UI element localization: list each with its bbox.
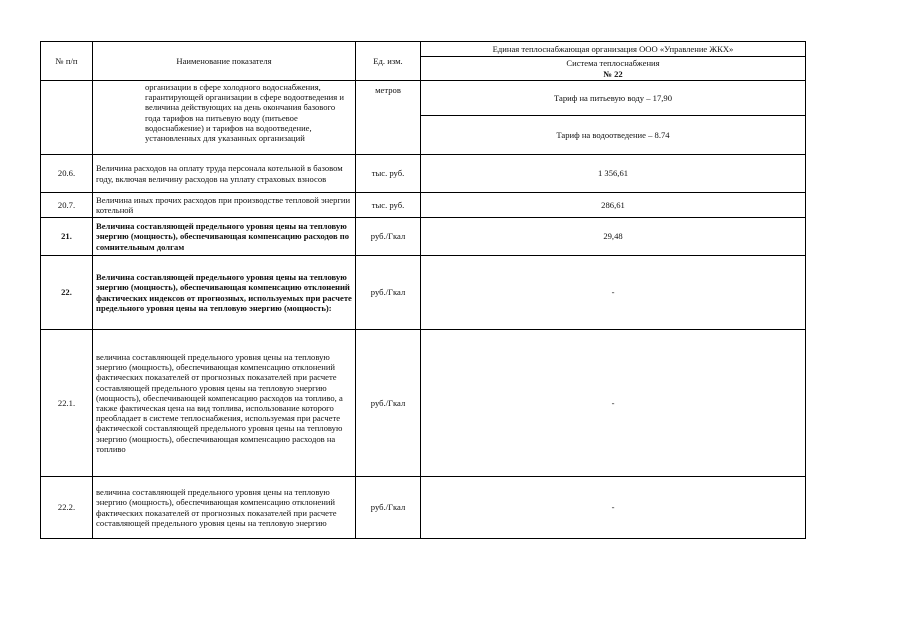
- table-row: [41, 81, 806, 116]
- row-value-sewer: Тариф на водоотведение – 8.74: [421, 116, 806, 155]
- row-num: 20.6.: [41, 155, 93, 193]
- row-name: величина составляющей предельного уровня цены на тепловую энергию (мощность), обеспечивающая компенсацию отклонений фактических показателей от прогнозных показателей при расчете составляющей предельного уровня цены на тепловую энергию (мощность), обеспечивающей компенсацию расходов на топливо, а также фактическая цена на вид топлива, использование которого преобладает в системе теплоснабжения, используемая при расчете фактической составляющей предельного уровня цены на тепловую энергию (мощность), обеспечивающая компенсацию расходов на топливо: [93, 330, 356, 477]
- row-unit: руб./Гкал: [356, 477, 421, 539]
- row-unit: руб./Гкал: [356, 256, 421, 330]
- row-num: 22.1.: [41, 330, 93, 477]
- row-value: 1 356,61: [421, 155, 806, 193]
- header-row: [41, 42, 806, 57]
- table-row: [41, 218, 806, 256]
- row-num: 22.: [41, 256, 93, 330]
- row-unit: руб./Гкал: [356, 330, 421, 477]
- row-name: организации в сфере холодного водоснабжения, гарантирующей организации в сфере водоотведения и величина действующих на день окончания базового года тарифов на питьевую воду (питьевое водоснабжение) и тарифов на водоотведение, установленных для указанных организаций: [93, 81, 356, 155]
- row-unit: руб./Гкал: [356, 218, 421, 256]
- row-num: 22.2.: [41, 477, 93, 539]
- table-row: [41, 330, 806, 477]
- table-row: [41, 155, 806, 193]
- header-name: Наименование показателя: [93, 42, 356, 81]
- row-unit: метров: [356, 81, 421, 155]
- header-unit: Ед. изм.: [356, 42, 421, 81]
- table-row: [41, 477, 806, 539]
- row-value-water: Тариф на питьевую воду – 17,90: [421, 81, 806, 116]
- header-system: [421, 57, 806, 81]
- row-value: -: [421, 477, 806, 539]
- header-system-line2: № 22: [603, 68, 623, 79]
- row-name: Величина иных прочих расходов при производстве тепловой энергии котельной: [93, 193, 356, 218]
- row-name: Величина расходов на оплату труда персонала котельной в базовом году, включая величину расходов на уплату страховых взносов: [93, 155, 356, 193]
- row-name: Величина составляющей предельного уровня цены на тепловую энергию (мощность), обеспечивающая компенсацию отклонений фактических индексов от прогнозных, используемых при расчете предельного уровня цены на тепловую энергию (мощность):: [93, 256, 356, 330]
- row-num: 21.: [41, 218, 93, 256]
- tariff-table: [40, 41, 806, 539]
- row-unit: тыс. руб.: [356, 155, 421, 193]
- table-row: [41, 193, 806, 218]
- header-org: Единая теплоснабжающая организация ООО «Управление ЖКХ»: [421, 42, 806, 57]
- row-num-cell: [41, 81, 93, 155]
- table-row: [41, 256, 806, 330]
- header-system-line1: Система теплоснабжения: [566, 58, 660, 69]
- row-value: -: [421, 256, 806, 330]
- row-name: Величина составляющей предельного уровня цены на тепловую энергию (мощность), обеспечивающая компенсацию расходов по сомнительным долгам: [93, 218, 356, 256]
- row-name: величина составляющей предельного уровня цены на тепловую энергию (мощность), обеспечивающая компенсацию отклонений фактических показателей от прогнозных показателей при расчете составляющей предельного уровня цены на тепловую энергию: [93, 477, 356, 539]
- header-num: № п/п: [41, 42, 93, 81]
- row-value: -: [421, 330, 806, 477]
- row-value: 286,61: [421, 193, 806, 218]
- row-value: 29,48: [421, 218, 806, 256]
- row-num: 20.7.: [41, 193, 93, 218]
- row-unit: тыс. руб.: [356, 193, 421, 218]
